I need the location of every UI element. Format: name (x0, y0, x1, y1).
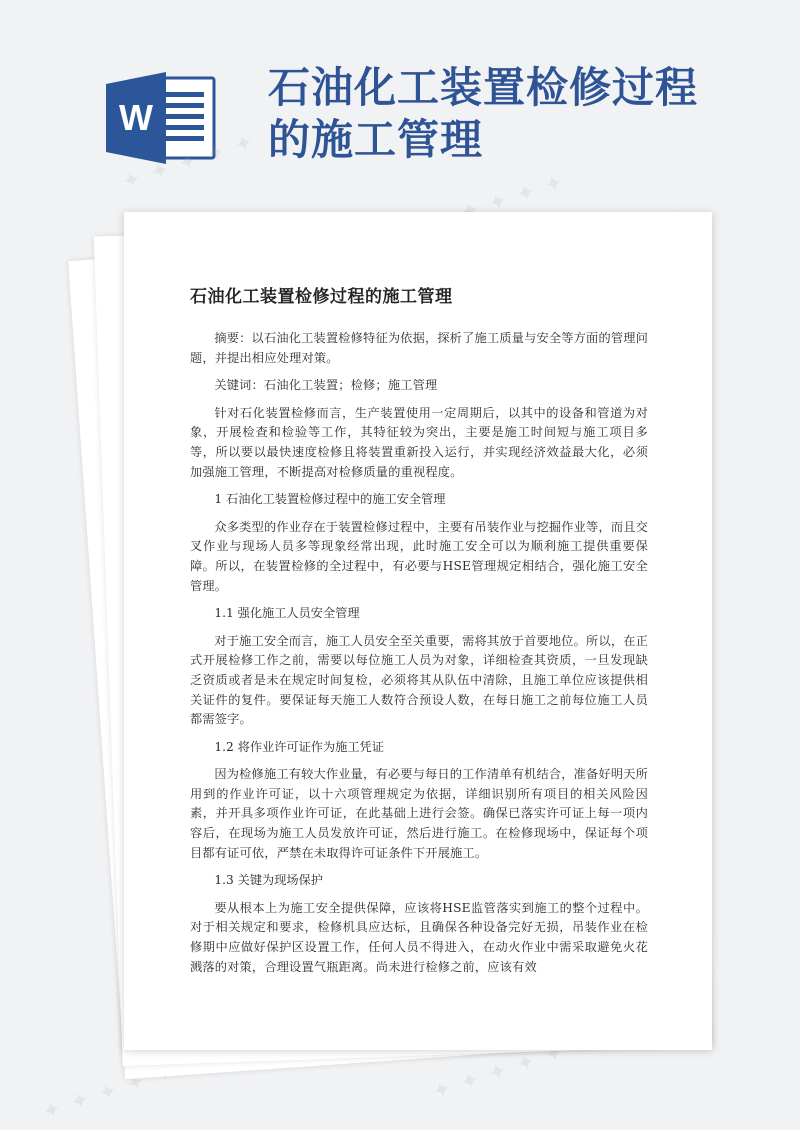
watermark: ✦ ✦ ✦ ✦ ✦ (119, 129, 259, 196)
paragraph: 对于施工安全而言，施工人员安全至关重要，需将其放于首要地位。所以，在正式开展检修工作之前，需要以每位施工人员为对象，详细检查其资质，一旦发现缺乏资质或者是未在规定时间复检，必须将其从队伍中清除，且施工单位应该提供相关证件的复件。要保证每天施工人数符合预设人数，在每日施工之前每位施工人员都需签字。 (190, 633, 648, 727)
section-heading: 1 石油化工装置检修过程中的施工安全管理 (214, 492, 446, 507)
watermark: ✦ ✦ ✦ ✦ ✦ (429, 169, 569, 236)
document-content (190, 329, 648, 977)
watermark: ✦ ✦ ✦ ✦ ✦ (39, 1059, 179, 1126)
word-document-icon (106, 72, 218, 164)
watermark: ✦ ✦ ✦ ✦ ✦ (429, 1039, 569, 1106)
document-title: 石油化工装置检修过程的施工管理 (190, 287, 453, 307)
section-heading: 1.3 关键为现场保护 (214, 873, 323, 888)
svg-text:W: W (119, 97, 153, 138)
paragraph: 要从根本上为施工安全提供保障，应该将HSE监管落实到施工的整个过程中。对于相关规定和要求，检修机具应达标，且确保各种设备完好无损，吊装作业在检修期中应做好保护区设置工作，任何人员不得进入，在动火作业中需采取避免火花溅落的对策，合理设置气瓶距离。尚未进行检修之前，应该有效 (190, 900, 648, 974)
section-heading: 1.2 将作业许可证作为施工凭证 (214, 739, 384, 754)
document-body (190, 282, 648, 985)
paragraph: 众多类型的作业存在于装置检修过程中，主要有吊装作业与挖掘作业等，而且交叉作业与现场人员多等现象经常出现，此时施工安全可以为顺利施工提供重要保障。所以，在装置检修的全过程中，有必要与HSE管理规定相结合，强化施工安全管理。 (190, 519, 648, 593)
paragraph: 针对石化装置检修而言，生产装置使用一定周期后，以其中的设备和管道为对象，开展检查和检验等工作，其特征较为突出，主要是施工时间短与施工项目多等，所以要以最快速度检修且将装置重新投入运行，并实现经济效益最大化，必须加强施工管理，不断提高对检修质量的重视程度。 (190, 405, 648, 479)
paragraph: 因为检修施工有较大作业量，有必要与每日的工作清单有机结合，准备好明天所用到的作业许可证，以十六项管理规定为依据，详细识别所有项目的相关风险因素，并开具多项作业许可证，在此基础上进行会签。确保已落实许可证上每一项内容后，在现场为施工人员发放许可证，然后进行施工。在检修现场中，保证每个项目都有证可依，严禁在未取得许可证条件下开展施工。 (190, 767, 648, 860)
document-page (124, 212, 712, 1050)
page-title-line-1: 石油化工装置检修过程 (268, 63, 699, 112)
page-title-line-2: 的施工管理 (268, 115, 484, 164)
section-heading: 1.1 强化施工人员安全管理 (214, 606, 360, 621)
page-title (268, 62, 788, 166)
paragraph: 摘要：以石油化工装置检修特征为依据，探析了施工质量与安全等方面的管理问题，并提出相应处理对策。 (190, 331, 648, 365)
paragraph: 关键词：石油化工装置；检修；施工管理 (214, 378, 438, 393)
